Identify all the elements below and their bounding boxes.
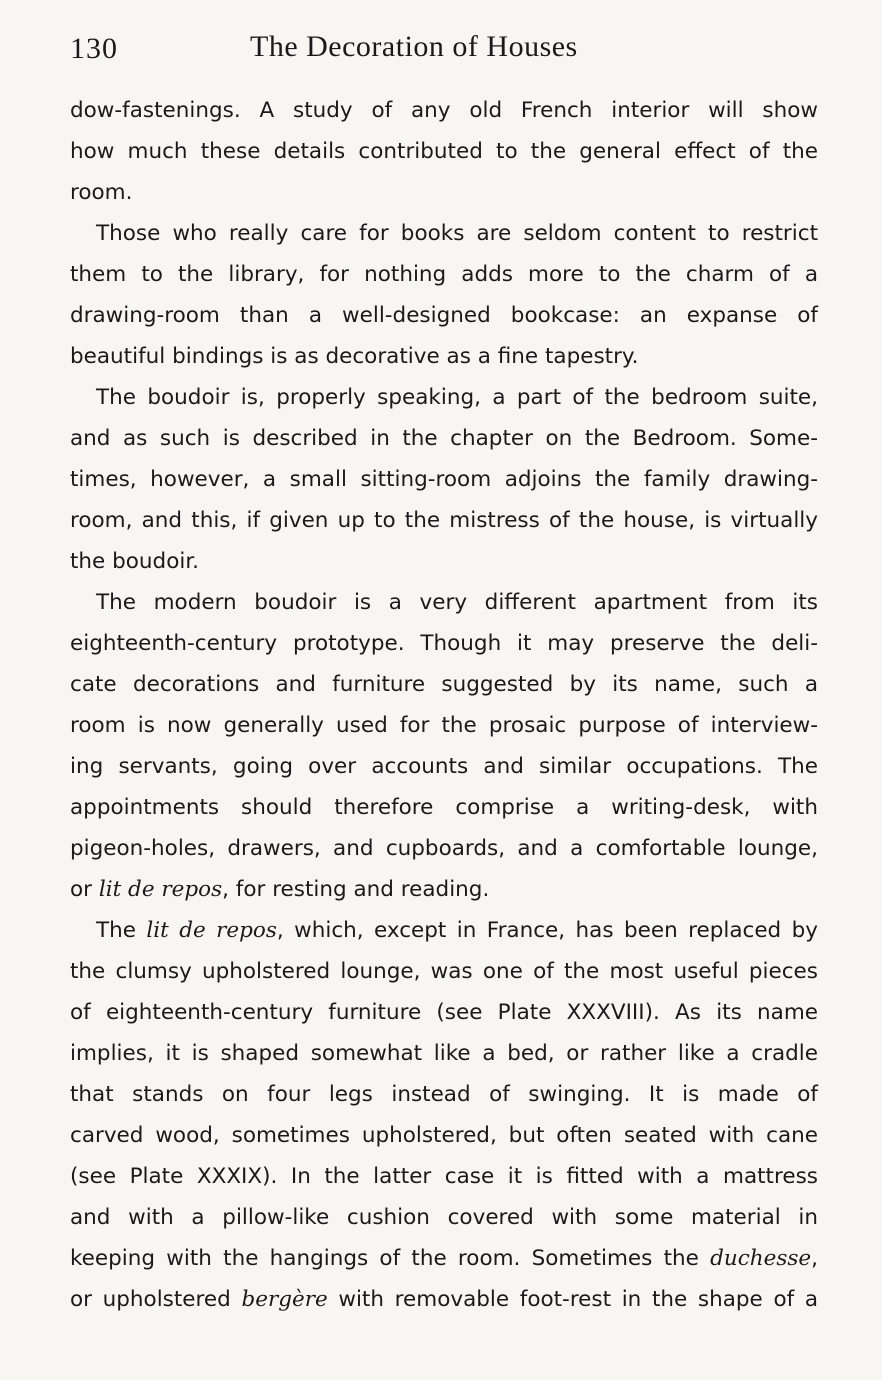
paragraph: [70, 377, 818, 582]
text-segment: room, and this, if given up to the mistress of the house, is virtually: [70, 508, 818, 533]
text-segment: keeping with the hangings of the room. Sometimes the: [70, 1246, 711, 1271]
text-line: [70, 1074, 818, 1115]
text-line: [70, 541, 818, 582]
text-line: [70, 1197, 818, 1238]
text-line: [70, 1238, 818, 1279]
text-line: [70, 500, 818, 541]
italic-phrase: lit de repos: [98, 877, 223, 902]
text-segment: , which, except in France, has been replaced by: [276, 918, 818, 943]
text-segment: ing servants, going over accounts and similar occupations. The: [70, 754, 818, 779]
text-line: [70, 623, 818, 664]
text-line: [70, 418, 818, 459]
text-line: [70, 295, 818, 336]
text-segment: with removable foot-rest in the shape of a: [327, 1287, 818, 1312]
text-line: [70, 336, 818, 377]
text-line: [70, 869, 818, 910]
italic-phrase: bergère: [241, 1287, 328, 1312]
text-line: [70, 254, 818, 295]
text-line: [70, 1156, 818, 1197]
text-segment: (see Plate XXXIX). In the latter case it is fitted with a mattress: [70, 1164, 818, 1189]
text-line: [70, 664, 818, 705]
page-number: 130: [70, 32, 118, 65]
text-segment: pigeon-holes, drawers, and cupboards, and a comfortable lounge,: [70, 836, 818, 861]
text-line: [70, 1033, 818, 1074]
running-title: The Decoration of Houses: [250, 30, 578, 63]
text-line: [70, 459, 818, 500]
text-line: [70, 705, 818, 746]
italic-phrase: lit de repos: [146, 918, 277, 943]
text-segment: , for resting and reading.: [222, 877, 490, 902]
text-segment: the boudoir.: [70, 549, 200, 574]
text-line: [70, 131, 818, 172]
text-line: [70, 90, 818, 131]
text-segment: or upholstered: [70, 1287, 242, 1312]
text-segment: room.: [70, 180, 133, 205]
running-head: [70, 28, 815, 72]
text-segment: beautiful bindings is as decorative as a fine tapestry.: [70, 344, 639, 369]
text-segment: The boudoir is, properly speaking, a part of the bedroom suite,: [96, 385, 818, 410]
text-segment: cate decorations and furniture suggested by its name, such a: [70, 672, 818, 697]
text-segment: them to the library, for nothing adds more to the charm of a: [70, 262, 818, 287]
paragraph: [70, 582, 818, 910]
text-segment: appointments should therefore comprise a writing-desk, with: [70, 795, 818, 820]
paragraph: [70, 910, 818, 1320]
text-segment: times, however, a small sitting-room adjoins the family drawing-: [70, 467, 818, 492]
paragraph: [70, 213, 818, 377]
text-line: [70, 377, 818, 418]
text-segment: and as such is described in the chapter on the Bedroom. Some-: [70, 426, 818, 451]
text-line: [70, 910, 818, 951]
text-segment: carved wood, sometimes upholstered, but often seated with cane: [70, 1123, 818, 1148]
text-line: [70, 1115, 818, 1156]
text-segment: the clumsy upholstered lounge, was one of the most useful pieces: [70, 959, 818, 984]
text-segment: The modern boudoir is a very different apartment from its: [96, 590, 818, 615]
paragraph: [70, 90, 818, 213]
text-line: [70, 951, 818, 992]
text-segment: dow-fastenings. A study of any old French interior will show: [70, 98, 818, 123]
text-line: [70, 992, 818, 1033]
text-line: [70, 746, 818, 787]
text-line: [70, 213, 818, 254]
text-line: [70, 1279, 818, 1320]
text-segment: and with a pillow-like cushion covered with some material in: [70, 1205, 818, 1230]
text-segment: implies, it is shaped somewhat like a bed, or rather like a cradle: [70, 1041, 818, 1066]
text-segment: eighteenth-century prototype. Though it may preserve the deli-: [70, 631, 818, 656]
text-segment: Those who really care for books are seldom content to restrict: [96, 221, 818, 246]
text-segment: or: [70, 877, 99, 902]
text-segment: how much these details contributed to the general effect of the: [70, 139, 818, 164]
text-line: [70, 787, 818, 828]
text-line: [70, 828, 818, 869]
italic-phrase: duchesse: [710, 1246, 812, 1271]
text-segment: The: [96, 918, 147, 943]
text-segment: of eighteenth-century furniture (see Plate XXXVIII). As its name: [70, 1000, 818, 1025]
text-segment: room is now generally used for the prosaic purpose of interview-: [70, 713, 818, 738]
text-segment: drawing-room than a well-designed bookcase: an expanse of: [70, 303, 818, 328]
text-line: [70, 582, 818, 623]
text-segment: ,: [811, 1246, 818, 1271]
body-text: [70, 90, 818, 1320]
text-line: [70, 172, 818, 213]
text-segment: that stands on four legs instead of swinging. It is made of: [70, 1082, 818, 1107]
